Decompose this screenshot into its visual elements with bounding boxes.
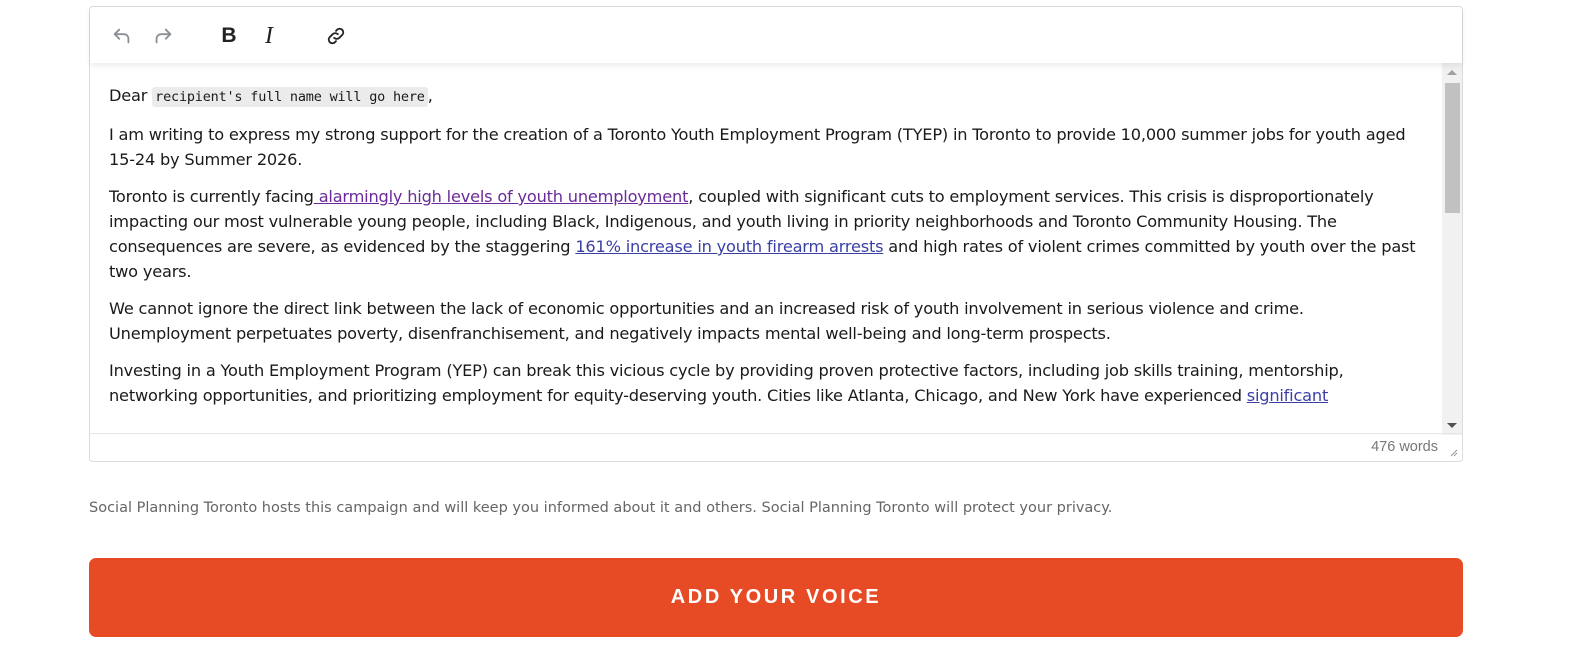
paragraph-3: We cannot ignore the direct link between the lack of economic opportunities and an increased risk of youth involvement in serious violence and crime. Unemployment perpetuates poverty, disenfranchisement, and negatively impacts mental well-being and long-term prospects. [109, 299, 1304, 343]
undo-button[interactable] [109, 23, 135, 49]
editor-statusbar [90, 433, 1462, 461]
salutation-end: , [427, 86, 433, 105]
italic-button[interactable] [256, 23, 282, 49]
bold-icon: B [221, 24, 237, 47]
add-your-voice-button[interactable]: ADD YOUR VOICE [89, 558, 1463, 637]
editor-toolbar [90, 7, 1462, 63]
paragraph-4 [109, 358, 1422, 408]
youth-unemployment-link[interactable]: alarmingly high levels of youth unemployment [313, 187, 689, 206]
link-button[interactable] [323, 23, 349, 49]
redo-icon [152, 25, 174, 47]
scroll-up-icon[interactable] [1447, 70, 1457, 75]
paragraph-2 [109, 184, 1422, 284]
recipient-placeholder: recipient's full name will go here [152, 87, 428, 107]
scrollbar-thumb[interactable] [1445, 83, 1460, 213]
salutation-text: Dear [109, 86, 153, 105]
salutation [109, 83, 1422, 110]
letter-editor [89, 6, 1463, 462]
significant-link[interactable]: significant [1246, 386, 1329, 405]
italic-icon: I [265, 22, 273, 49]
scroll-down-icon[interactable] [1447, 423, 1457, 428]
resize-handle-icon[interactable] [1448, 447, 1458, 457]
editor-scrollbar[interactable] [1442, 63, 1462, 435]
redo-button[interactable] [150, 23, 176, 49]
p2-text-a: Toronto is currently facing [109, 187, 314, 206]
undo-icon [111, 25, 133, 47]
p2-text-c: and high rates of violent crimes committed by youth over the past two years. [109, 237, 1416, 281]
paragraph-1: I am writing to express my strong support for the creation of a Toronto Youth Employment Program (TYEP) in Toronto to provide 10,000 summer jobs for youth aged 15-24 by Summer 2026. [109, 125, 1406, 169]
p4-text: Investing in a Youth Employment Program (YEP) can break this vicious cycle by providing proven protective factors, including job skills training, mentorship, networking opportunities, and prioritizing employment for equity-deserving youth. Cities like Atlanta, Chicago, and New York have experienced [109, 361, 1344, 405]
firearm-arrests-link[interactable]: 161% increase in youth firearm arrests [575, 237, 884, 256]
bold-button[interactable] [216, 23, 242, 49]
word-count: 476 words [1371, 439, 1438, 455]
privacy-note: Social Planning Toronto hosts this campaign and will keep you informed about it and others. Social Planning Toronto will protect your privacy. [89, 500, 1113, 516]
p2-text-b: , coupled with significant cuts to employment services. This crisis is disproportionately impacting our most vulnerable young people, including Black, Indigenous, and youth living in priority neighborhoods and Toronto Community Housing. The consequences are severe, as evidenced by the staggering [109, 187, 1374, 256]
link-icon [325, 25, 347, 47]
letter-body[interactable] [90, 63, 1442, 435]
